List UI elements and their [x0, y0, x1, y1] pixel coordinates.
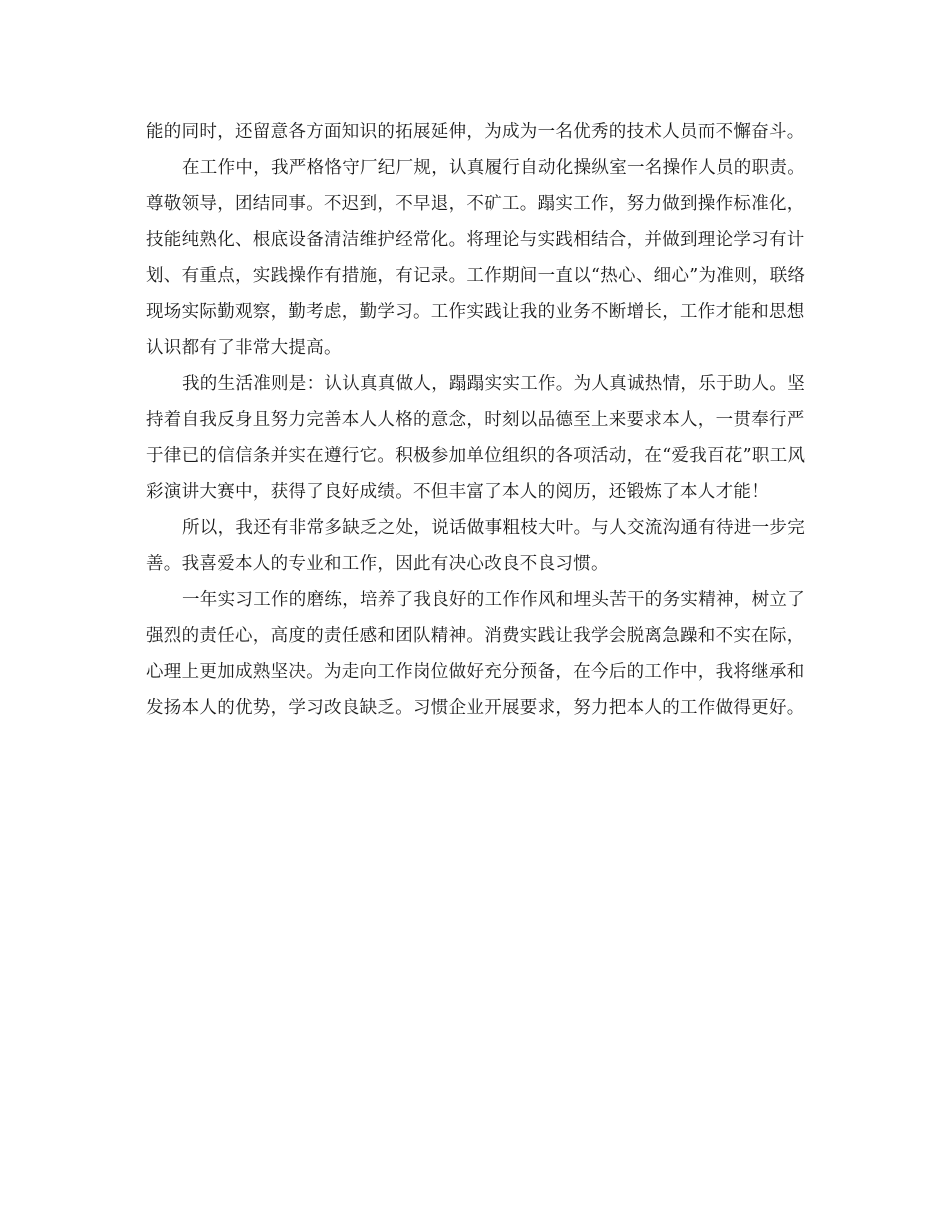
paragraph-conclusion: 一年实习工作的磨练，培养了我良好的工作作风和埋头苦干的务实精神，树立了强烈的责任心，高度的责任感和团队精神。消费实践让我学会脱离急躁和不实在际，心理上更加成熟坚决。为走向工作岗位做好充分预备，在今后的工作中，我将继承和发扬本人的优势，学习改良缺乏。习惯企业开展要求，努力把本人的工作做得更好。: [146, 590, 805, 718]
paragraph-work-conduct: 在工作中，我严格恪守厂纪厂规，认真履行自动化操纵室一名操作人员的职责。尊敬领导，团结同事。不迟到，不早退，不矿工。蹋实工作，努力做到操作标准化，技能纯熟化、根底设备清洁维护经常化。将理论与实践相结合，并做到理论学习有计划、有重点，实践操作有措施，有记录。工作期间一直以“热心、细心”为准则，联络现场实际勤观察，勤考虑，勤学习。工作实践让我的业务不断增长，工作才能和思想认识都有了非常大提高。: [146, 158, 806, 358]
document-body: [146, 114, 810, 726]
paragraph-shortcomings: 所以，我还有非常多缺乏之处，说话做事粗枝大叶。与人交流沟通有待进一步完善。我喜爱本人的专业和工作，因此有决心改良不良习惯。: [146, 518, 805, 574]
paragraph-continuation: 能的同时，还留意各方面知识的拓展延伸，为成为一名优秀的技术人员而不懈奋斗。: [146, 122, 805, 142]
paragraph-life-principles: 我的生活准则是：认认真真做人，蹋蹋实实工作。为人真诚热情，乐于助人。坚持着自我反身且努力完善本人人格的意念，时刻以品德至上来要求本人，一贯奉行严于律已的信信条并实在遵行它。积极参加单位组织的各项活动，在“爱我百花”职工风彩演讲大赛中，获得了良好成绩。不但丰富了本人的阅历，还锻炼了本人才能！: [146, 374, 806, 502]
